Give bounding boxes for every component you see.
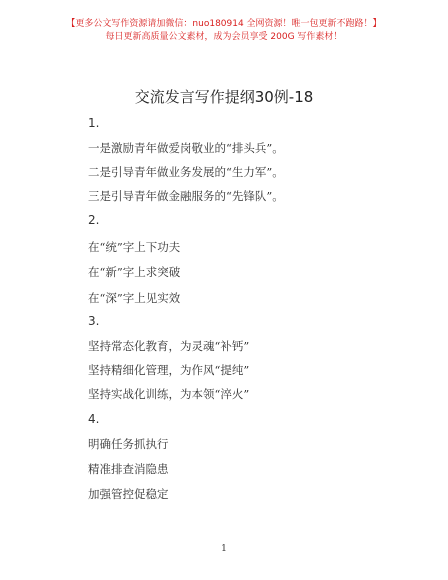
list-item: 坚持常态化教育，为灵魂“补钙” <box>88 339 250 353</box>
list-item: 明确任务抓执行 <box>88 437 169 451</box>
list-item: 在“新”字上求突破 <box>88 265 181 279</box>
list-item: 精准排查消隐患 <box>88 462 169 476</box>
section-number: 2. <box>88 213 100 227</box>
section-number: 4. <box>88 412 100 426</box>
list-item: 在“统”字上下功夫 <box>88 240 181 254</box>
list-item: 坚持精细化管理，为作风“提纯” <box>88 363 250 377</box>
list-item: 三是引导青年做金融服务的“先锋队”。 <box>88 189 284 203</box>
section-number: 3. <box>88 314 100 328</box>
banner-line-2: 每日更新高质量公文素材，成为会员享受 200G 写作素材！ <box>105 32 343 42</box>
document-title: 交流发言写作提纲30例-18 <box>134 88 314 106</box>
header-banner <box>0 18 448 44</box>
list-item: 一是激励青年做爱岗敬业的“排头兵”。 <box>88 141 284 155</box>
list-item: 加强管控促稳定 <box>88 487 169 501</box>
page-number: 1 <box>221 544 227 554</box>
list-item: 坚持实战化训练，为本领“淬火” <box>88 387 250 401</box>
section-number: 1. <box>88 116 100 130</box>
list-item: 二是引导青年做业务发展的“生力军”。 <box>88 165 284 179</box>
banner-line-1: 【更多公文写作资源请加微信：nuo180914 全网资源！唯一包更新不跑路！】 <box>66 19 382 29</box>
list-item: 在“深”字上见实效 <box>88 291 181 305</box>
